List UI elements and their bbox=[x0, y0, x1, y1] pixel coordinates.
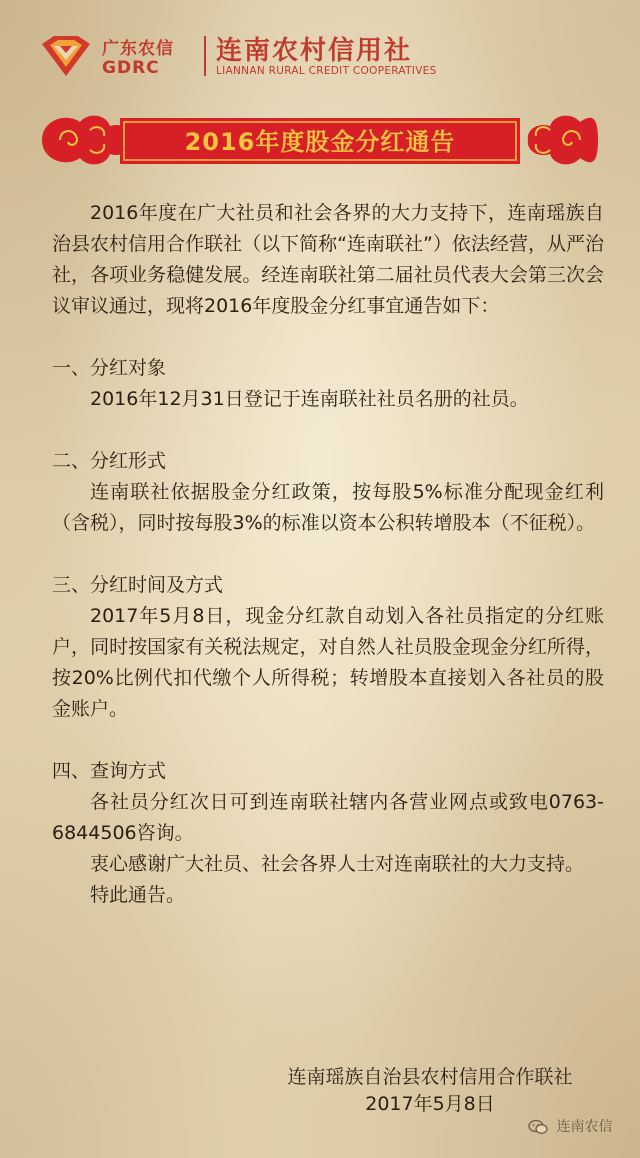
signature-date: 2017年5月8日 bbox=[365, 1093, 495, 1115]
title-banner bbox=[40, 106, 600, 176]
brand-name-en: GDRC bbox=[102, 58, 160, 78]
section-heading: 一、分红对象 bbox=[52, 357, 167, 379]
cooperative-name-cn: 连南农村信用社 bbox=[216, 36, 413, 66]
notice-body bbox=[52, 198, 604, 911]
section-paragraph: 2016年12月31日登记于连南联社社员名册的社员。 bbox=[90, 388, 529, 410]
section-paragraph: 特此通告。 bbox=[90, 884, 186, 906]
intro-paragraph: 2016年度在广大社员和社会各界的大力支持下，连南瑶族自治县农村信用合作联社（以下简称“连南联社”）依法经营，从严治社，各项业务稳健发展。经连南联社第二届社员代表大会第三次会议审议通过，现将2016年度股金分红事宜通告如下： bbox=[52, 202, 604, 317]
header bbox=[38, 30, 598, 82]
brand-name-cn: 广东农信 bbox=[102, 39, 174, 59]
wechat-icon bbox=[528, 1119, 548, 1135]
gdrc-logo-icon bbox=[38, 34, 94, 78]
section-paragraph: 衷心感谢广大社员、社会各界人士对连南联社的大力支持。 bbox=[90, 853, 585, 875]
section-heading: 三、分红时间及方式 bbox=[52, 574, 224, 596]
signature-org: 连南瑶族自治县农村信用合作联社 bbox=[287, 1066, 573, 1088]
section-heading: 二、分红形式 bbox=[52, 450, 167, 472]
signature-block bbox=[260, 1064, 600, 1118]
section-heading: 四、查询方式 bbox=[52, 760, 167, 782]
account-watermark bbox=[528, 1116, 612, 1136]
section-paragraph: 2017年5月8日，现金分红款自动划入各社员指定的分红账户，同时按国家有关税法规定，对自然人社员股金现金分红所得，按20%比例代扣代缴个人所得税；转增股本直接划入各社员的股金账户。 bbox=[52, 605, 604, 720]
cooperative-name-en: LIANNAN RURAL CREDIT COOPERATIVES bbox=[216, 65, 437, 77]
section-paragraph: 连南联社依据股金分红政策，按每股5%标准分配现金红利（含税），同时按每股3%的标准以资本公积转增股本（不征税）。 bbox=[52, 481, 604, 534]
banner-title: 2016年度股金分红通告 bbox=[184, 128, 456, 156]
section-paragraph: 各社员分红次日可到连南联社辖内各营业网点或致电0763-6844506咨询。 bbox=[52, 791, 604, 844]
watermark-label: 连南农信 bbox=[556, 1119, 613, 1135]
header-divider bbox=[204, 36, 206, 76]
